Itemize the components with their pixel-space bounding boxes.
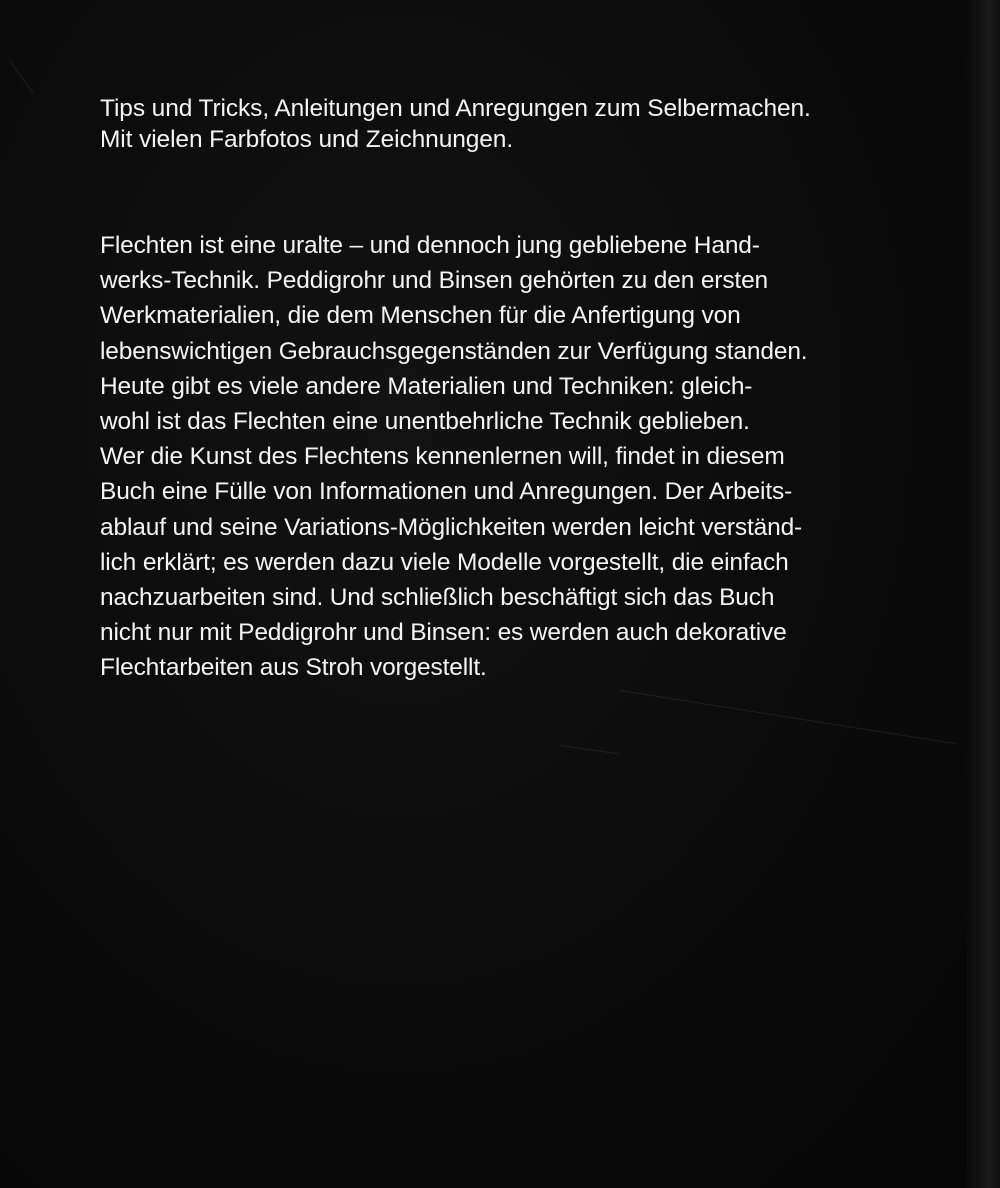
blurb-line: Werkmaterialien, die dem Menschen für die Anfertigung von [100, 302, 741, 330]
blurb-line: Buch eine Fülle von Informationen und Anregungen. Der Arbeits- [100, 478, 793, 506]
cover-scratch [10, 60, 34, 93]
blurb-line: lich erklärt; es werden dazu viele Modelle vorgestellt, die einfach [100, 548, 789, 576]
blurb-line: ablauf und seine Variations-Möglichkeiten werden leicht verständ- [100, 513, 803, 541]
cover-scratch [620, 690, 956, 744]
blurb-line: lebenswichtigen Gebrauchsgegenständen zur Verfügung standen. [100, 337, 808, 365]
blurb-line: Wer die Kunst des Flechtens kennenlernen will, findet in diesem [100, 443, 785, 471]
blurb-line: Flechtarbeiten aus Stroh vorgestellt. [100, 654, 487, 682]
tagline-line: Mit vielen Farbfotos und Zeichnungen. [100, 126, 514, 153]
blurb-line: werks-Technik. Peddigrohr und Binsen gehörten zu den ersten [100, 267, 769, 295]
blurb-line: wohl ist das Flechten eine unentbehrliche Technik geblieben. [100, 408, 750, 436]
cover-right-edge [966, 0, 1000, 1188]
tagline [100, 93, 960, 155]
cover-scratch [560, 745, 620, 754]
blurb-line: Heute gibt es viele andere Materialien und Techniken: gleich- [100, 372, 753, 400]
blurb-line: Flechten ist eine uralte – und dennoch jung gebliebene Hand- [100, 232, 760, 259]
tagline-line: Tips und Tricks, Anleitungen und Anregungen zum Selbermachen. [100, 95, 811, 122]
blurb-line: nicht nur mit Peddigrohr und Binsen: es werden auch dekorative [100, 619, 787, 647]
blurb-line: nachzuarbeiten sind. Und schließlich beschäftigt sich das Buch [100, 584, 775, 612]
blurb-paragraph [100, 228, 960, 686]
